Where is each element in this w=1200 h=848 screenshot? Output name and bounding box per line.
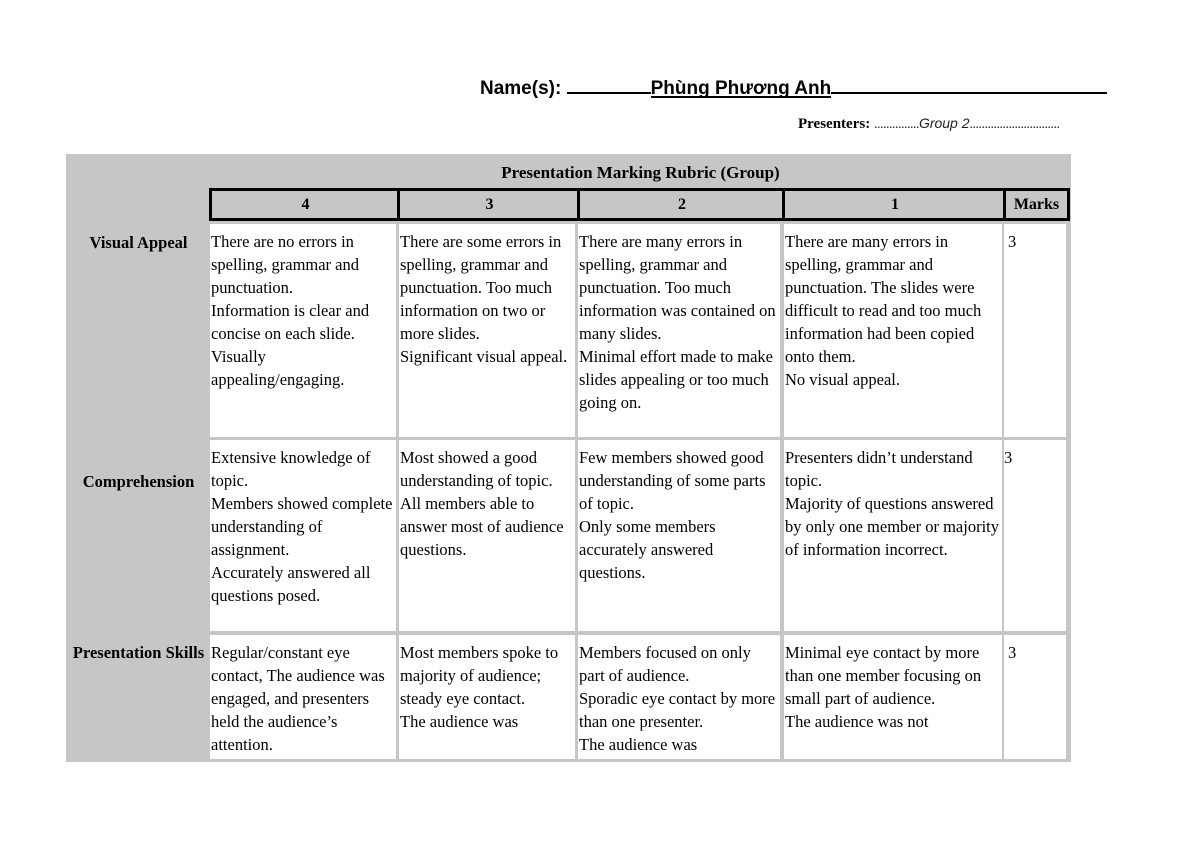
cell-presentation-skills-4 xyxy=(210,635,396,759)
mark-value: 3 xyxy=(1008,643,1017,662)
name-underline-left xyxy=(567,72,651,94)
mark-visual-appeal xyxy=(1004,224,1066,437)
cell-visual-appeal-1 xyxy=(784,224,1002,437)
column-header-4: 4 xyxy=(209,188,399,221)
cell-text: There are many errors in spelling, grammar and punctuation. The slides were difficult to read and too much information had been copied onto them. No visual appeal. xyxy=(785,232,982,389)
column-header-1: 1 xyxy=(782,188,1005,221)
presenters-line xyxy=(798,115,1060,133)
cell-presentation-skills-1 xyxy=(784,635,1002,759)
presenters-dots-right: .............................. xyxy=(969,117,1060,132)
cell-text: Extensive knowledge of topic. Members showed complete understanding of assignment. Accurately answered all questions posed. xyxy=(211,448,393,605)
column-header-marks: Marks xyxy=(1003,188,1070,221)
cell-comprehension-3 xyxy=(399,440,575,631)
cell-text: There are no errors in spelling, grammar and punctuation. Information is clear and concise on each slide. Visually appealing/engaging. xyxy=(211,232,370,389)
cell-text: Presenters didn’t understand topic. Majority of questions answered by only one member or majority of information incorrect. xyxy=(785,448,999,559)
cell-comprehension-1 xyxy=(784,440,1002,631)
presenters-label: Presenters: xyxy=(798,116,871,132)
cell-text: There are some errors in spelling, grammar and punctuation. Too much information on two or more slides. Significant visual appeal. xyxy=(400,232,568,366)
name-line xyxy=(480,72,1130,102)
presenters-dots-left: ............... xyxy=(873,117,919,132)
mark-comprehension xyxy=(1004,440,1066,631)
cell-text: Most showed a good understanding of topic. All members able to answer most of audience questions. xyxy=(400,448,564,559)
name-underline-right xyxy=(831,72,1107,94)
cell-text: Minimal eye contact by more than one member focusing on small part of audience. The audience was not xyxy=(785,643,982,731)
cell-comprehension-2 xyxy=(578,440,780,631)
cell-presentation-skills-3 xyxy=(399,635,575,759)
cell-comprehension-4 xyxy=(210,440,396,631)
row-label-comprehension: Comprehension xyxy=(82,472,195,491)
column-header-2: 2 xyxy=(577,188,784,221)
mark-presentation-skills xyxy=(1004,635,1066,759)
cell-text: Most members spoke to majority of audience; steady eye contact. The audience was xyxy=(400,643,559,731)
cell-text: Regular/constant eye contact, The audience was engaged, and presenters held the audience’s attention. xyxy=(211,643,385,754)
name-value: Phùng Phương Anh xyxy=(650,78,832,99)
rubric-title: Presentation Marking Rubric (Group) xyxy=(501,163,780,182)
column-header-3: 3 xyxy=(397,188,579,221)
cell-text: Members focused on only part of audience. Sporadic eye contact by more than one presenter. The audience was xyxy=(579,643,776,754)
cell-visual-appeal-2 xyxy=(578,224,780,437)
cell-text: There are many errors in spelling, grammar and punctuation. Too much information was contained on many slides. Minimal effort made to make slides appealing or too much going on. xyxy=(579,232,776,412)
cell-visual-appeal-3 xyxy=(399,224,575,437)
name-label: Name(s): xyxy=(480,78,562,99)
cell-visual-appeal-4 xyxy=(210,224,396,437)
mark-value: 3 xyxy=(1008,232,1017,251)
row-label-visual-appeal: Visual Appeal xyxy=(89,233,188,252)
cell-text: Few members showed good understanding of some parts of topic. Only some members accurately answered questions. xyxy=(579,448,766,582)
row-label-presentation-skills: Presentation Skills xyxy=(72,643,205,662)
mark-value: 3 xyxy=(1004,448,1013,467)
cell-presentation-skills-2 xyxy=(578,635,780,759)
presenters-value: Group 2 xyxy=(918,115,970,131)
